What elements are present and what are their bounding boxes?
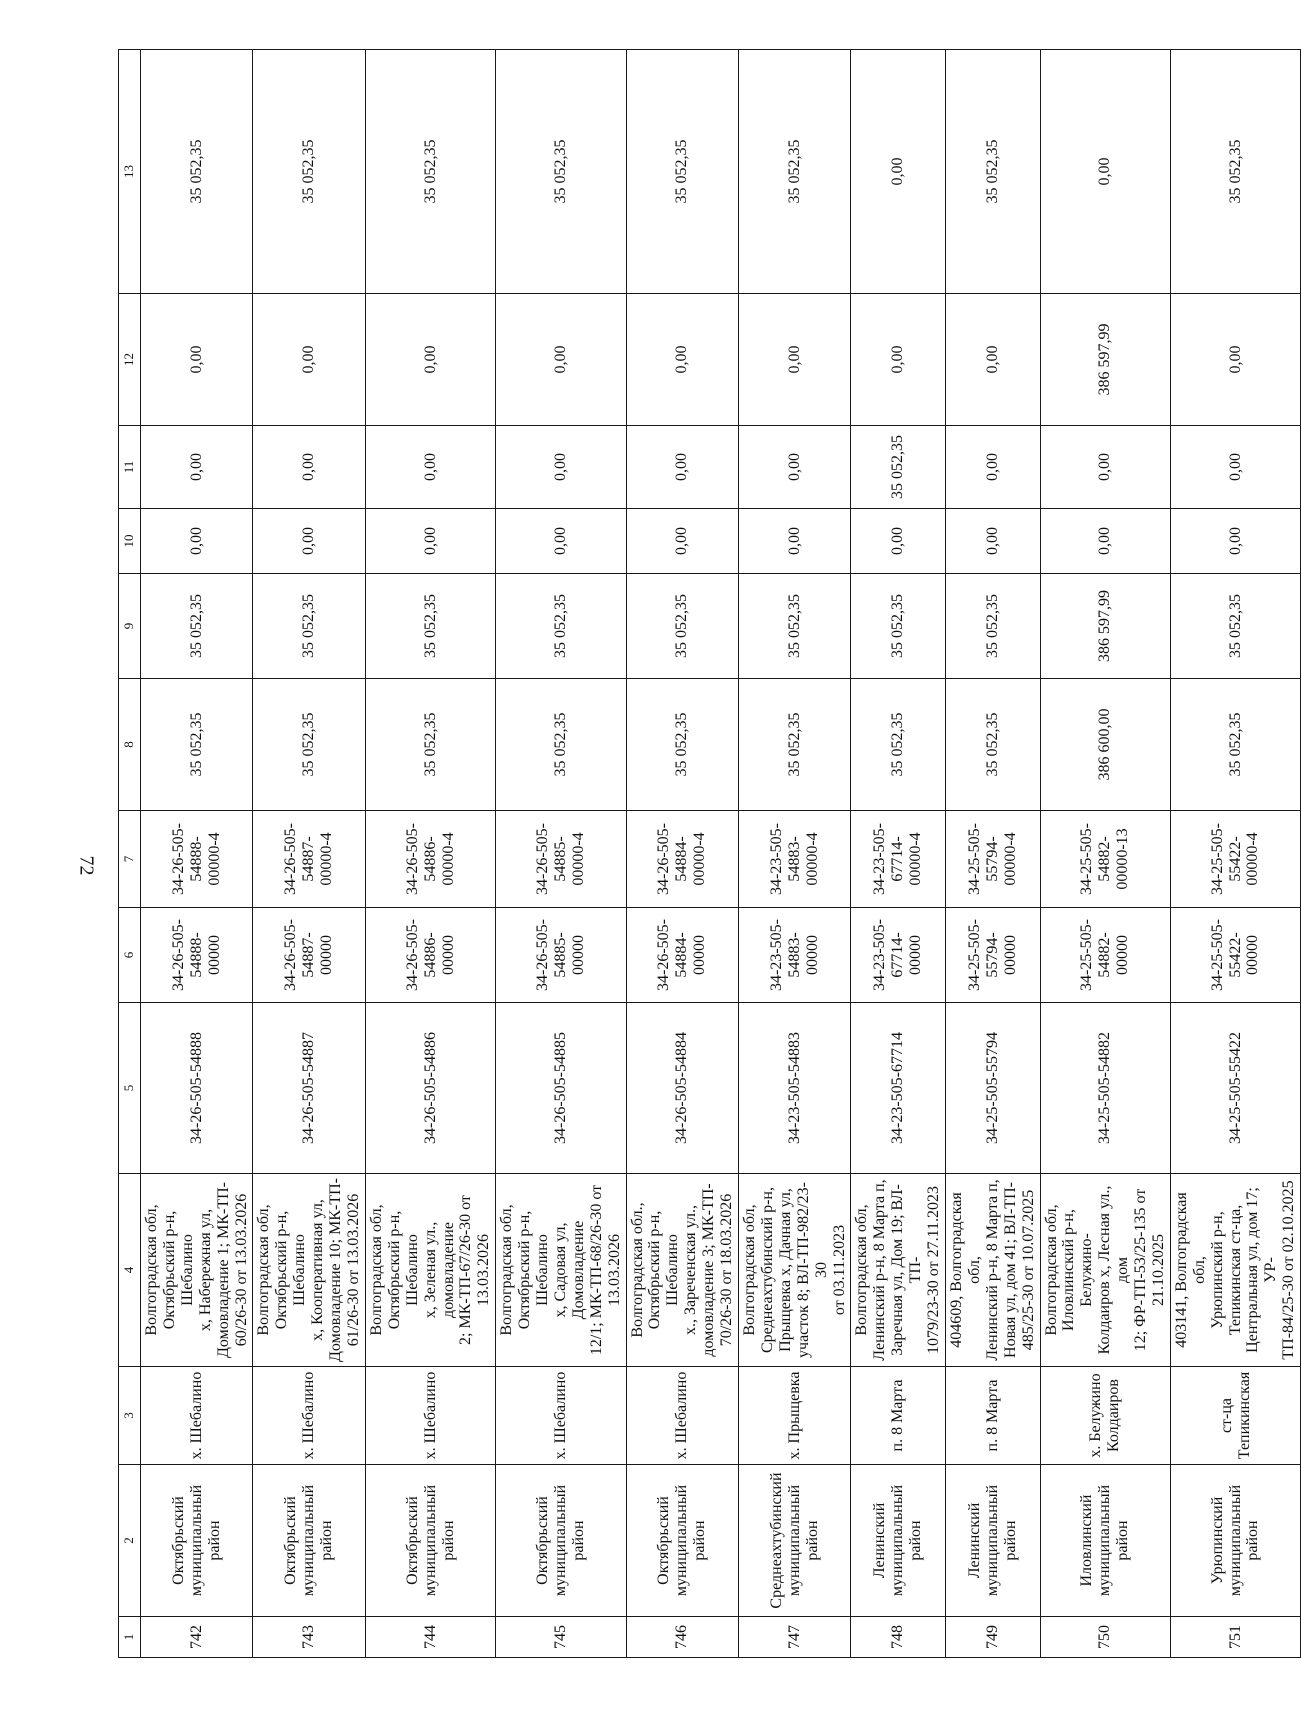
cell-amount-col12: 0,00 <box>1170 294 1300 426</box>
cell-address-contract: Волгоградская обл., Октябрьский р-н, Шебалино х., Зареченская ул., домовладение 3; МК-ТП- 70/26-30 от 18.03.2026 <box>626 1174 738 1367</box>
cell-object-id: 34-25-505- 55422- 00000 <box>1170 908 1300 1003</box>
cell-object-id: 34-25-505- 54882- 00000 <box>1040 908 1170 1003</box>
cell-row-number: 743 <box>253 1617 365 1658</box>
cell-amount-col9: 386 597,99 <box>1040 574 1170 679</box>
cell-amount-col12: 0,00 <box>851 294 946 426</box>
cell-district: Ленинский муниципальный район <box>945 1465 1040 1617</box>
column-number-row <box>119 50 141 1658</box>
column-number: 2 <box>119 1465 141 1617</box>
cell-amount-col8: 35 052,35 <box>1170 679 1300 811</box>
cell-amount-col9: 35 052,35 <box>851 574 946 679</box>
cell-object-id-suffixed: 34-26-505- 54884- 00000-4 <box>626 811 738 908</box>
cell-code: 34-26-505-54884 <box>626 1003 738 1174</box>
cell-code: 34-26-505-54887 <box>253 1003 365 1174</box>
column-number: 12 <box>119 294 141 426</box>
cell-settlement: ст-ца Тепикинская <box>1170 1367 1300 1465</box>
cell-address-contract: 403141, Волгоградская обл, Урюпинский р-н, Тепикинская ст-ца, Центральная ул, дом 17; УР- ТП-84/25-30 от 02.10.2025 <box>1170 1174 1300 1367</box>
column-number: 1 <box>119 1617 141 1658</box>
cell-amount-col10: 0,00 <box>1170 509 1300 574</box>
table-row <box>253 50 365 1658</box>
cell-object-id-suffixed: 34-25-505- 55422- 00000-4 <box>1170 811 1300 908</box>
cell-district: Октябрьский муниципальный район <box>365 1465 495 1617</box>
cell-object-id: 34-26-505- 54886- 00000 <box>365 908 495 1003</box>
cell-amount-col13: 35 052,35 <box>1170 50 1300 294</box>
cell-amount-col8: 35 052,35 <box>851 679 946 811</box>
cell-amount-col12: 386 597,99 <box>1040 294 1170 426</box>
cell-amount-col12: 0,00 <box>739 294 851 426</box>
cell-amount-col11: 0,00 <box>253 426 365 509</box>
cell-address-contract: Волгоградская обл, Октябрьский р-н, Шебалино х, Кооперативная ул, Домовладение 10; МК-ТП- 61/26-30 от 13.03.2026 <box>253 1174 365 1367</box>
cell-amount-col11: 0,00 <box>365 426 495 509</box>
cell-amount-col12: 0,00 <box>141 294 253 426</box>
cell-district: Иловлинский муниципальный район <box>1040 1465 1170 1617</box>
cell-amount-col13: 35 052,35 <box>365 50 495 294</box>
cell-district: Октябрьский муниципальный район <box>626 1465 738 1617</box>
cell-code: 34-26-505-54888 <box>141 1003 253 1174</box>
cell-object-id-suffixed: 34-26-505- 54888- 00000-4 <box>141 811 253 908</box>
cell-amount-col10: 0,00 <box>851 509 946 574</box>
cell-amount-col11: 35 052,35 <box>851 426 946 509</box>
table-row <box>365 50 495 1658</box>
cell-amount-col10: 0,00 <box>626 509 738 574</box>
table-row <box>945 50 1040 1658</box>
column-number: 13 <box>119 50 141 294</box>
cell-code: 34-23-505-54883 <box>739 1003 851 1174</box>
cell-amount-col9: 35 052,35 <box>365 574 495 679</box>
cell-amount-col13: 0,00 <box>1040 50 1170 294</box>
cell-settlement: х. Шебалино <box>141 1367 253 1465</box>
cell-row-number: 751 <box>1170 1617 1300 1658</box>
cell-amount-col9: 35 052,35 <box>1170 574 1300 679</box>
cell-row-number: 750 <box>1040 1617 1170 1658</box>
cell-amount-col11: 0,00 <box>739 426 851 509</box>
cell-row-number: 749 <box>945 1617 1040 1658</box>
cell-object-id: 34-26-505- 54884- 00000 <box>626 908 738 1003</box>
cell-district: Урюпинский муниципальный район <box>1170 1465 1300 1617</box>
page-number: 72 <box>75 855 98 876</box>
cell-settlement: п. 8 Марта <box>851 1367 946 1465</box>
cell-amount-col13: 35 052,35 <box>141 50 253 294</box>
cell-amount-col9: 35 052,35 <box>496 574 626 679</box>
cell-amount-col8: 386 600,00 <box>1040 679 1170 811</box>
cell-amount-col13: 35 052,35 <box>626 50 738 294</box>
cell-object-id-suffixed: 34-25-505- 55794- 00000-4 <box>945 811 1040 908</box>
column-number: 3 <box>119 1367 141 1465</box>
data-table <box>118 49 1301 1658</box>
cell-amount-col10: 0,00 <box>945 509 1040 574</box>
cell-amount-col9: 35 052,35 <box>626 574 738 679</box>
cell-row-number: 748 <box>851 1617 946 1658</box>
cell-address-contract: Волгоградская обл, Октябрьский р-н, Шебалино х, Набережная ул, Домовладение 1; МК-ТП- 60/26-30 от 13.03.2026 <box>141 1174 253 1367</box>
cell-amount-col10: 0,00 <box>496 509 626 574</box>
cell-object-id: 34-26-505- 54888- 00000 <box>141 908 253 1003</box>
cell-amount-col12: 0,00 <box>945 294 1040 426</box>
cell-amount-col8: 35 052,35 <box>496 679 626 811</box>
table-row <box>1170 50 1300 1658</box>
cell-address-contract: Волгоградская обл, Октябрьский р-н, Шебалино х, Садовая ул, Домовладение 12/1; МК-ТП-68/26-30 от 13.03.2026 <box>496 1174 626 1367</box>
table-row <box>1040 50 1170 1658</box>
cell-district: Октябрьский муниципальный район <box>253 1465 365 1617</box>
cell-settlement: х. Шебалино <box>496 1367 626 1465</box>
cell-amount-col12: 0,00 <box>253 294 365 426</box>
cell-row-number: 742 <box>141 1617 253 1658</box>
cell-amount-col10: 0,00 <box>141 509 253 574</box>
cell-code: 34-26-505-54885 <box>496 1003 626 1174</box>
cell-settlement: х. Шебалино <box>365 1367 495 1465</box>
cell-address-contract: Волгоградская обл, Иловлинский р-н, Белужино- Колдаиров х, Лесная ул., дом 12; ФР-ТП-53/25-135 от 21.10.2025 <box>1040 1174 1170 1367</box>
column-number: 5 <box>119 1003 141 1174</box>
cell-row-number: 744 <box>365 1617 495 1658</box>
cell-object-id: 34-26-505- 54887- 00000 <box>253 908 365 1003</box>
cell-amount-col13: 35 052,35 <box>945 50 1040 294</box>
cell-amount-col12: 0,00 <box>496 294 626 426</box>
cell-object-id: 34-23-505- 67714- 00000 <box>851 908 946 1003</box>
cell-amount-col13: 35 052,35 <box>496 50 626 294</box>
cell-amount-col11: 0,00 <box>141 426 253 509</box>
cell-row-number: 747 <box>739 1617 851 1658</box>
cell-amount-col13: 35 052,35 <box>253 50 365 294</box>
cell-settlement: х. Шебалино <box>626 1367 738 1465</box>
cell-code: 34-25-505-55422 <box>1170 1003 1300 1174</box>
cell-amount-col13: 0,00 <box>851 50 946 294</box>
table-row <box>739 50 851 1658</box>
cell-amount-col11: 0,00 <box>1170 426 1300 509</box>
column-number: 4 <box>119 1174 141 1367</box>
cell-object-id: 34-25-505- 55794- 00000 <box>945 908 1040 1003</box>
cell-amount-col9: 35 052,35 <box>141 574 253 679</box>
cell-settlement: х. Шебалино <box>253 1367 365 1465</box>
cell-amount-col8: 35 052,35 <box>945 679 1040 811</box>
cell-district: Октябрьский муниципальный район <box>141 1465 253 1617</box>
cell-code: 34-25-505-54882 <box>1040 1003 1170 1174</box>
rotated-table-wrapper <box>118 50 1298 1658</box>
cell-amount-col10: 0,00 <box>739 509 851 574</box>
table-row <box>851 50 946 1658</box>
cell-amount-col11: 0,00 <box>1040 426 1170 509</box>
cell-address-contract: Волгоградская обл, Ленинский р-н, 8 Марта п, Заречная ул, Дом 19; ВЛ-ТП- 1079/23-30 от 27.11.2023 <box>851 1174 946 1367</box>
cell-object-id-suffixed: 34-23-505- 54883- 00000-4 <box>739 811 851 908</box>
cell-district: Ленинский муниципальный район <box>851 1465 946 1617</box>
cell-amount-col8: 35 052,35 <box>365 679 495 811</box>
cell-row-number: 745 <box>496 1617 626 1658</box>
cell-settlement: х. Белужино Колдаиров <box>1040 1367 1170 1465</box>
cell-row-number: 746 <box>626 1617 738 1658</box>
cell-object-id-suffixed: 34-26-505- 54886- 00000-4 <box>365 811 495 908</box>
cell-district: Среднеахтубинский муниципальный район <box>739 1465 851 1617</box>
cell-object-id: 34-26-505- 54885- 00000 <box>496 908 626 1003</box>
cell-amount-col8: 35 052,35 <box>253 679 365 811</box>
cell-amount-col13: 35 052,35 <box>739 50 851 294</box>
cell-object-id-suffixed: 34-23-505- 67714- 00000-4 <box>851 811 946 908</box>
cell-district: Октябрьский муниципальный район <box>496 1465 626 1617</box>
cell-address-contract: Волгоградская обл, Среднеахтубинский р-н, Прыщевка х, Дачная ул, участок 8; ВЛ-ТП-982/23-30 от 03.11.2023 <box>739 1174 851 1367</box>
table-row <box>626 50 738 1658</box>
column-number: 6 <box>119 908 141 1003</box>
cell-address-contract: Волгоградская обл, Октябрьский р-н, Шебалино х, Зеленая ул., домовладение 2; МК-ТП-67/26-30 от 13.03.2026 <box>365 1174 495 1367</box>
cell-amount-col9: 35 052,35 <box>739 574 851 679</box>
column-number: 7 <box>119 811 141 908</box>
cell-code: 34-25-505-55794 <box>945 1003 1040 1174</box>
cell-code: 34-23-505-67714 <box>851 1003 946 1174</box>
column-number: 9 <box>119 574 141 679</box>
cell-object-id-suffixed: 34-25-505- 54882- 00000-13 <box>1040 811 1170 908</box>
cell-amount-col9: 35 052,35 <box>945 574 1040 679</box>
cell-amount-col10: 0,00 <box>253 509 365 574</box>
cell-settlement: х. Прыщевка <box>739 1367 851 1465</box>
cell-object-id: 34-23-505- 54883- 00000 <box>739 908 851 1003</box>
column-number: 10 <box>119 509 141 574</box>
cell-amount-col8: 35 052,35 <box>739 679 851 811</box>
cell-amount-col10: 0,00 <box>1040 509 1170 574</box>
cell-code: 34-26-505-54886 <box>365 1003 495 1174</box>
cell-amount-col12: 0,00 <box>365 294 495 426</box>
cell-amount-col12: 0,00 <box>626 294 738 426</box>
cell-object-id-suffixed: 34-26-505- 54887- 00000-4 <box>253 811 365 908</box>
cell-object-id-suffixed: 34-26-505- 54885- 00000-4 <box>496 811 626 908</box>
cell-amount-col9: 35 052,35 <box>253 574 365 679</box>
cell-settlement: п. 8 Марта <box>945 1367 1040 1465</box>
cell-address-contract: 404609, Волгоградская обл, Ленинский р-н, 8 Марта п, Новая ул, дом 41; ВЛ-ТП- 485/25-30 от 10.07.2025 <box>945 1174 1040 1367</box>
table-row <box>496 50 626 1658</box>
table-row <box>141 50 253 1658</box>
cell-amount-col10: 0,00 <box>365 509 495 574</box>
cell-amount-col11: 0,00 <box>945 426 1040 509</box>
column-number: 8 <box>119 679 141 811</box>
cell-amount-col11: 0,00 <box>626 426 738 509</box>
cell-amount-col11: 0,00 <box>496 426 626 509</box>
column-number: 11 <box>119 426 141 509</box>
cell-amount-col8: 35 052,35 <box>626 679 738 811</box>
cell-amount-col8: 35 052,35 <box>141 679 253 811</box>
